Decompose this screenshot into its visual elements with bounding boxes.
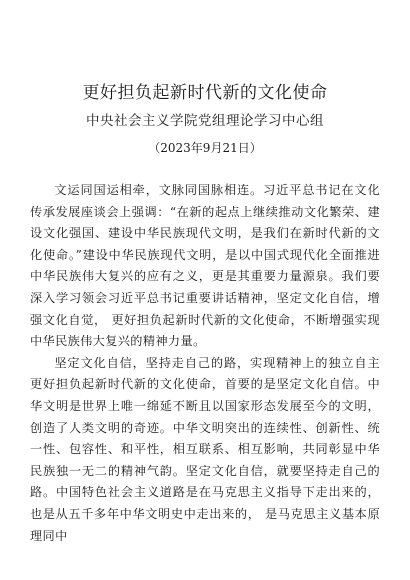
paragraph-1: 文运同国运相牵，文脉同国脉相连。习近平总书记在文化传承发展座谈会上强调：“在新的起点上继续推动文化繁荣、建设文化强国、建设中华民族现代文明，是我们在新时代新的文化使命。”建设中华民族现代文明，是以中国式现代化全面推进中华民族伟大复兴的应有之义，更是其重要力量源泉。我们要深入学习领会习近平总书记重要讲话精神，坚定文化自信，增强文化自觉， 更好担负起新时代新的文化使命，不断增强实现中华民族伟大复兴的精神力量。 (30, 183, 380, 349)
paragraph-2: 坚定文化自信，坚持走自己的路，实现精神上的独立自主更好担负起新时代新的文化使命，首要的是坚定文化自信。中华文明是世界上唯一绵延不断且以国家形态发展至今的文明，创造了人类文明的奇迹。中华文明突出的连续性、创新性、统一性、包容性、和平性，相互联系、相互影响，共同彰显中华民族独一无二的精神气韵。坚定文化自信，就要坚持走自己的路。中国特色社会主义道路是在马克思主义指导下走出来的，也是从五千多年中华文明史中走出来的， 是马克思主义基本原理同中 (30, 355, 380, 543)
document-body (30, 180, 380, 547)
document-date: （2023年9月21日） (148, 141, 262, 155)
document-title: 更好担负起新时代新的文化使命 (82, 83, 328, 103)
document-author: 中央社会主义学院党组理论学习中心组 (86, 113, 324, 129)
